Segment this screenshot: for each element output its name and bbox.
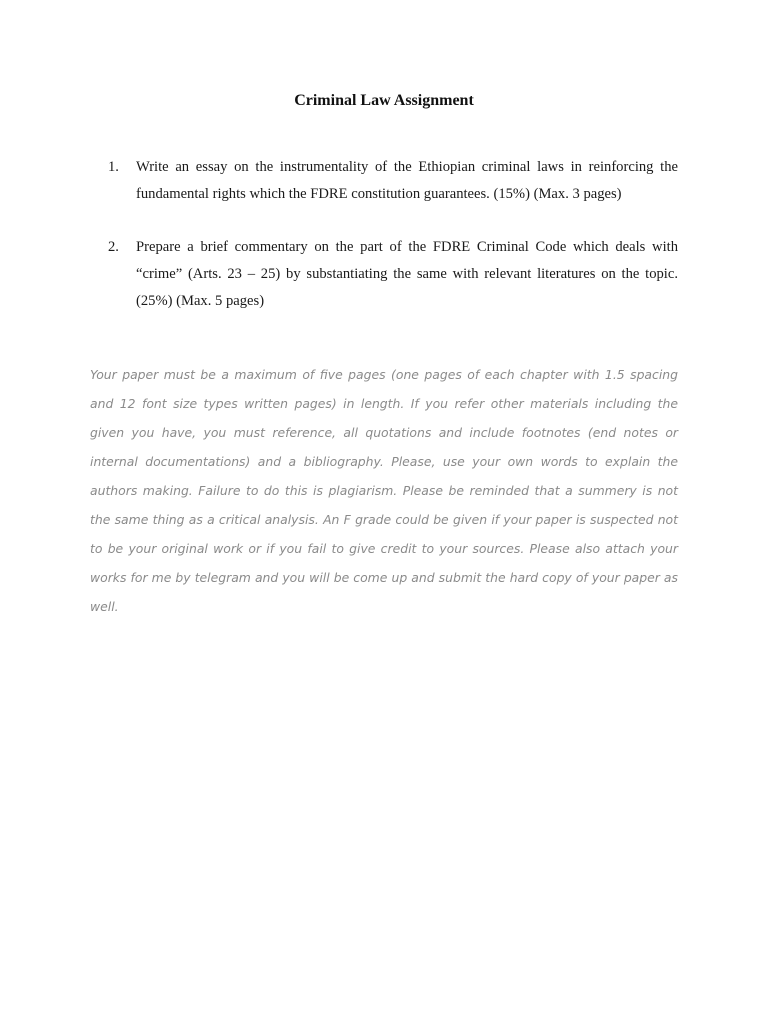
assignment-list: [108, 154, 678, 341]
item-number: 2.: [108, 239, 119, 255]
document-title: Criminal Law Assignment: [294, 92, 474, 109]
item-text: Prepare a brief commentary on the part of the FDRE Criminal Code which deals with “crime” (Arts. 23 – 25) by substantiating the same with relevant literatures on the topic. (25%) (Max. 5 pages): [136, 239, 678, 309]
item-text: Write an essay on the instrumentality of the Ethiopian criminal laws in reinforcing the fundamental rights which the FDRE constitution guarantees. (15%) (Max. 3 pages): [136, 159, 678, 202]
instructions-paragraph: Your paper must be a maximum of five pages (one pages of each chapter with 1.5 spacing and 12 font size types written pages) in length. If you refer other materials including the given you have, you must reference, all quotations and include footnotes (end notes or internal documentations) and a bibliography. Please, use your own words to explain the authors making. Failure to do this is plagiarism. Please be reminded that a summery is not the same thing as a critical analysis. An F grade could be given if your paper is suspected not to be your original work or if you fail to give credit to your sources. Please also attach your works for me by telegram and you will be come up and submit the hard copy of your paper as well.: [90, 367, 678, 614]
assignment-item-2: [108, 234, 678, 315]
item-number: 1.: [108, 159, 119, 175]
assignment-item-1: [108, 154, 678, 208]
